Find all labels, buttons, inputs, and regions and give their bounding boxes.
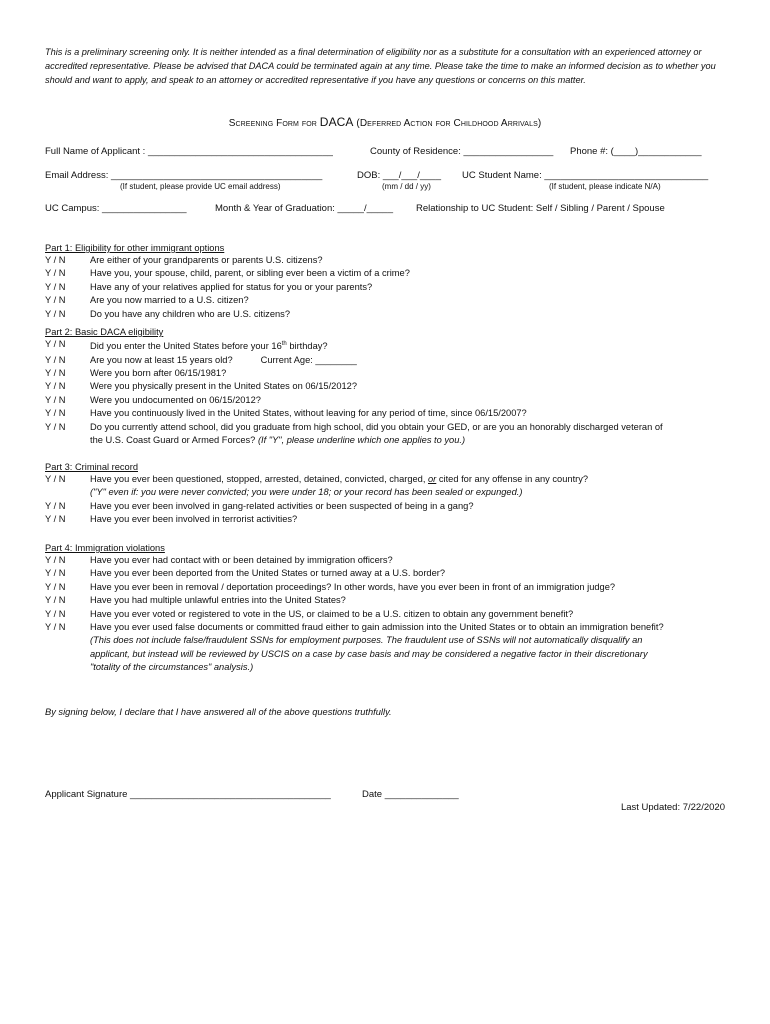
- yes-no-option[interactable]: Y / N: [45, 608, 66, 619]
- question-text: Have you ever voted or registered to vote in the US, or claimed to be a U.S. citizen to obtain any government benefit?: [90, 608, 574, 619]
- question-text-part: birthday?: [286, 341, 328, 352]
- question-text-part: Did you enter the United States before your 16: [90, 341, 282, 352]
- question-note: applicant, but instead will be reviewed by USCIS on a case by case basis and may be considered a negative factor in their discretionary: [90, 648, 648, 659]
- part-1-section: [45, 242, 735, 321]
- question-text-part: Have you ever been questioned, stopped, arrested, detained, convicted, charged,: [90, 474, 429, 484]
- dob-hint: (mm / dd / yy): [382, 182, 431, 191]
- yes-no-option[interactable]: Y / N: [45, 255, 66, 265]
- yes-no-option[interactable]: Y / N: [45, 354, 66, 365]
- question-row: [45, 581, 735, 594]
- yes-no-option[interactable]: Y / N: [45, 568, 66, 579]
- question-row: [45, 254, 735, 267]
- part-2-section: [45, 326, 735, 447]
- question-text: Were you born after 06/15/1981?: [90, 367, 227, 378]
- question-row: [45, 513, 735, 526]
- yes-no-option[interactable]: Y / N: [45, 500, 66, 511]
- question-row: [45, 281, 735, 294]
- question-row: [45, 380, 735, 393]
- yes-no-option[interactable]: Y / N: [45, 339, 66, 349]
- current-age-field[interactable]: Current Age: ________: [260, 354, 357, 365]
- title-suffix: (Deferred Action for Childhood Arrivals): [353, 118, 542, 129]
- yes-no-option[interactable]: Y / N: [45, 308, 66, 319]
- underlined-or: or: [428, 474, 437, 484]
- question-note: (This does not include false/fraudulent SSNs for employment purposes. The fraudulent use of SSNs will not automatically disqualify an: [90, 635, 643, 646]
- question-row: [45, 554, 735, 567]
- question-text: Have you, your spouse, child, parent, or sibling ever been a victim of a crime?: [90, 268, 410, 279]
- part-4-title: Part 4: Immigration violations: [45, 543, 165, 553]
- question-row: [45, 308, 735, 321]
- yes-no-option[interactable]: Y / N: [45, 595, 66, 606]
- question-continuation: [45, 434, 735, 447]
- yes-no-option[interactable]: Y / N: [45, 268, 66, 279]
- question-text: Have you ever been deported from the United States or turned away at a U.S. border?: [90, 568, 446, 579]
- uc-campus-field[interactable]: UC Campus: ________________: [45, 203, 187, 214]
- question-text: [90, 354, 735, 367]
- yes-no-option[interactable]: Y / N: [45, 281, 66, 292]
- part-1-title: Part 1: Eligibility for other immigrant options: [45, 243, 225, 253]
- part-4-section: [45, 542, 735, 675]
- declaration-statement: By signing below, I declare that I have answered all of the above questions truthfully.: [45, 707, 392, 717]
- question-text: Have you had multiple unlawful entries into the United States?: [90, 595, 346, 606]
- yes-no-option[interactable]: Y / N: [45, 514, 66, 525]
- email-field[interactable]: Email Address: ________________________________________: [45, 170, 323, 181]
- disclaimer-paragraph: This is a preliminary screening only. It is neither intended as a final determination of eligibility nor as a substitute for a consultation with an experienced attorney or accredited representative. Please be advised that DACA could be terminated again at any time. Please take the time to make an informed decision as to whether you should and want to apply, and speak to an attorney or accredited representative if you have any questions or concerns on this matter.: [45, 47, 716, 85]
- dob-field[interactable]: DOB: ___/___/____: [357, 170, 441, 181]
- form-title: [0, 115, 770, 129]
- yes-no-option[interactable]: Y / N: [45, 381, 66, 392]
- question-row: [45, 338, 735, 354]
- yes-no-option[interactable]: Y / N: [45, 408, 66, 419]
- part-3-section: [45, 461, 735, 527]
- question-row: [45, 267, 735, 280]
- yes-no-option[interactable]: Y / N: [45, 581, 66, 592]
- question-text: Do you have any children who are U.S. citizens?: [90, 308, 290, 319]
- email-hint: (If student, please provide UC email address): [120, 182, 281, 191]
- question-row: [45, 567, 735, 580]
- county-field[interactable]: County of Residence: _________________: [370, 146, 554, 157]
- yes-no-option[interactable]: Y / N: [45, 421, 66, 432]
- question-row: [45, 500, 735, 513]
- title-acronym: DACA: [319, 115, 354, 129]
- question-row: [45, 608, 735, 621]
- question-row: [45, 594, 735, 607]
- full-name-field[interactable]: Full Name of Applicant : ___________________________________: [45, 146, 333, 157]
- question-text: [90, 473, 735, 486]
- uc-student-hint: (If student, please indicate N/A): [549, 182, 661, 191]
- date-field[interactable]: Date ______________: [362, 789, 459, 800]
- yes-no-option[interactable]: Y / N: [45, 474, 66, 484]
- uc-student-name-field[interactable]: UC Student Name: _______________________________: [462, 170, 709, 181]
- phone-field[interactable]: Phone #: (____)____________: [570, 146, 702, 157]
- question-text: Are you now married to a U.S. citizen?: [90, 295, 249, 306]
- question-row: [45, 473, 735, 486]
- yes-no-option[interactable]: Y / N: [45, 555, 66, 565]
- question-note: "totality of the circumstances" analysis.): [90, 662, 254, 673]
- question-text: Have you continuously lived in the United States, without leaving for any period of time, since 06/15/2007?: [90, 408, 527, 419]
- question-text: Are either of your grandparents or parents U.S. citizens?: [90, 255, 323, 265]
- relationship-field[interactable]: Relationship to UC Student: Self / Sibling / Parent / Spouse: [416, 203, 665, 214]
- question-text: Do you currently attend school, did you graduate from high school, did you obtain your GED, or are you an honorably discharged veteran of: [90, 421, 663, 432]
- question-row: [45, 367, 735, 380]
- question-row: [45, 294, 735, 307]
- yes-no-option[interactable]: Y / N: [45, 394, 66, 405]
- yes-no-option[interactable]: Y / N: [45, 622, 66, 633]
- question-text: Have you ever been involved in gang-related activities or been suspected of being in a gang?: [90, 500, 474, 511]
- question-text: [90, 338, 735, 354]
- question-text: Have you ever been involved in terrorist activities?: [90, 514, 298, 525]
- question-note: ("Y" even if: you were never convicted; you were under 18; or your record has been sealed or expunged.): [90, 487, 523, 498]
- question-text: Were you undocumented on 06/15/2012?: [90, 394, 261, 405]
- applicant-signature-field[interactable]: Applicant Signature ______________________________________: [45, 789, 331, 800]
- question-text: Have you ever been in removal / deportation proceedings? In other words, have you ever been in front of an immigration judge?: [90, 581, 616, 592]
- yes-no-option[interactable]: Y / N: [45, 367, 66, 378]
- part-2-title: Part 2: Basic DACA eligibility: [45, 327, 164, 337]
- question-text: Have any of your relatives applied for status for you or your parents?: [90, 281, 373, 292]
- title-prefix: Screening Form for: [228, 118, 320, 129]
- question-text-part: Are you now at least 15 years old?: [90, 354, 233, 365]
- question-text: Were you physically present in the United States on 06/15/2012?: [90, 381, 358, 392]
- question-row: [45, 421, 735, 434]
- question-row: [45, 394, 735, 407]
- graduation-field[interactable]: Month & Year of Graduation: _____/_____: [215, 203, 393, 214]
- continuation-instruction: (If "Y", please underline which one applies to you.): [257, 434, 466, 445]
- superscript-th: th: [281, 341, 287, 347]
- question-text-part: cited for any offense in any country?: [436, 474, 589, 484]
- continuation-text: the U.S. Coast Guard or Armed Forces?: [90, 434, 258, 445]
- question-row: [45, 407, 735, 420]
- part-3-title: Part 3: Criminal record: [45, 462, 138, 472]
- question-row: [45, 621, 735, 634]
- question-row: [45, 354, 735, 367]
- question-text: Have you ever had contact with or been detained by immigration officers?: [90, 555, 393, 565]
- last-updated-label: Last Updated: 7/22/2020: [620, 802, 725, 813]
- yes-no-option[interactable]: Y / N: [45, 295, 66, 306]
- question-text: Have you ever used false documents or committed fraud either to gain admission into the United States or to obtain an immigration benefit?: [90, 622, 664, 633]
